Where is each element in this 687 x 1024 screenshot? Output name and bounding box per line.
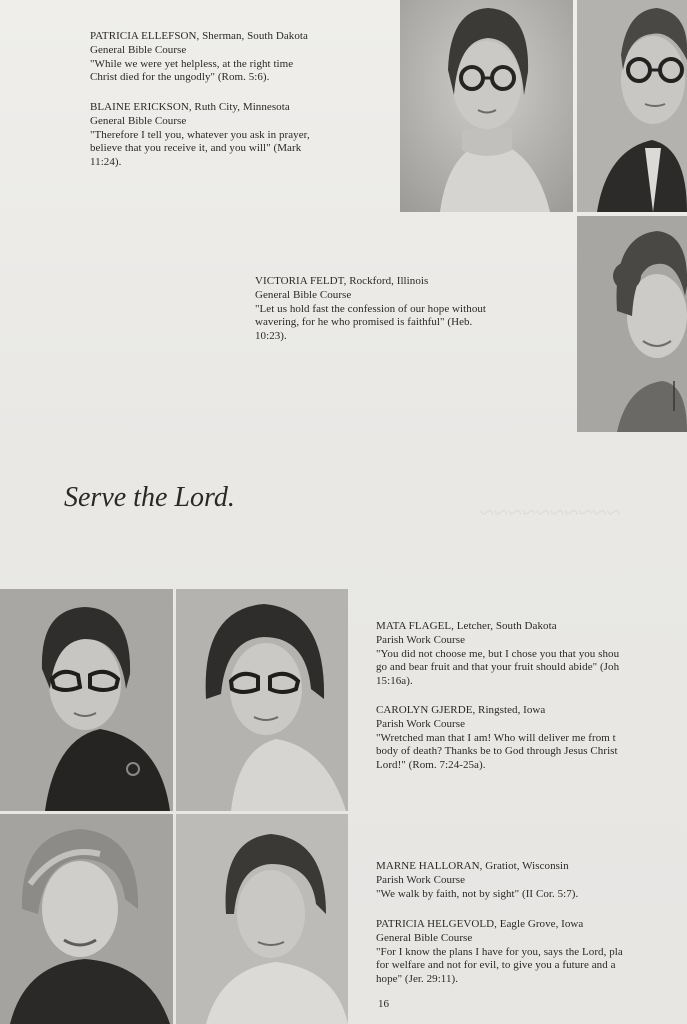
entry-ellefson <box>90 30 308 85</box>
entry-quote-line: 15:16a). <box>376 675 413 688</box>
entry-course-line: General Bible Course <box>255 288 352 301</box>
entry-flagel <box>376 620 619 689</box>
entry-course-line: Parish Work Course <box>376 873 466 886</box>
section-heading: Serve the Lord. <box>64 482 235 513</box>
portrait-photo-ellefson <box>400 0 573 212</box>
entry-course-line: Parish Work Course <box>376 633 466 646</box>
entry-quote-line: believe that you receive it, and you will" (Mark <box>90 142 302 155</box>
entry-quote-line: for welfare and not for evil, to give you a future and a <box>376 959 616 972</box>
bleed-through-text: ~~~~~~~~~~ <box>480 498 621 527</box>
entry-quote-line: "You did not choose me, but I chose you that you shou <box>376 647 620 660</box>
entry-course-line: General Bible Course <box>90 43 187 56</box>
entry-quote-line: "Wretched man that I am! Who will deliver me from t <box>376 731 616 744</box>
entry-name-line: VICTORIA FELDT, Rockford, Illinois <box>255 275 429 287</box>
entry-quote-line: "While we were yet helpless, at the right time <box>90 57 294 70</box>
entry-name-line: MATA FLAGEL, Letcher, South Dakota <box>376 620 557 632</box>
entry-quote-line: "Let us hold fast the confession of our hope without <box>255 302 487 315</box>
entry-course-line: General Bible Course <box>90 114 187 127</box>
entry-quote-line: "We walk by faith, not by sight" (II Cor. 5:7). <box>376 887 579 900</box>
entry-course-line: General Bible Course <box>376 931 473 944</box>
entry-quote-line: body of death? Thanks be to God through Jesus Christ <box>376 745 618 758</box>
entry-quote-line: 11:24). <box>90 156 122 169</box>
entry-name-line: BLAINE ERICKSON, Ruth City, Minnesota <box>90 101 290 113</box>
entry-quote-line: Lord!" (Rom. 7:24-25a). <box>376 759 486 772</box>
entry-halloran <box>376 860 578 901</box>
entry-erickson <box>90 101 310 170</box>
page-number: 16 <box>378 998 389 1010</box>
entry-quote-line: "Therefore I tell you, whatever you ask in prayer, <box>90 128 310 141</box>
entry-name-line: PATRICIA ELLEFSON, Sherman, South Dakota <box>90 30 308 42</box>
entry-quote-line: "For I know the plans I have for you, says the Lord, pla <box>376 945 623 958</box>
portrait-photo-erickson <box>577 0 687 212</box>
entry-helgevold <box>376 918 623 987</box>
entry-quote-line: go and bear fruit and that your fruit should abide" (Joh <box>376 661 620 674</box>
entry-name-line: PATRICIA HELGEVOLD, Eagle Grove, Iowa <box>376 918 584 930</box>
entry-feldt <box>255 275 486 344</box>
portrait-photo-helgevold <box>176 814 348 1024</box>
portrait-photo-flagel <box>0 589 173 811</box>
entry-course-line: Parish Work Course <box>376 717 466 730</box>
entry-quote-line: Christ died for the ungodly" (Rom. 5:6). <box>90 71 270 84</box>
portrait-photo-gjerde <box>176 589 348 811</box>
portrait-photo-halloran <box>0 814 173 1024</box>
entry-quote-line: hope" (Jer. 29:11). <box>376 973 459 986</box>
entry-quote-line: wavering, for he who promised is faithful" (Heb. <box>255 316 473 329</box>
entry-name-line: MARNE HALLORAN, Gratiot, Wisconsin <box>376 860 569 872</box>
entry-gjerde <box>376 704 618 773</box>
portrait-photo-feldt <box>577 216 687 432</box>
entry-quote-line: 10:23). <box>255 330 287 343</box>
entry-name-line: CAROLYN GJERDE, Ringsted, Iowa <box>376 704 546 716</box>
